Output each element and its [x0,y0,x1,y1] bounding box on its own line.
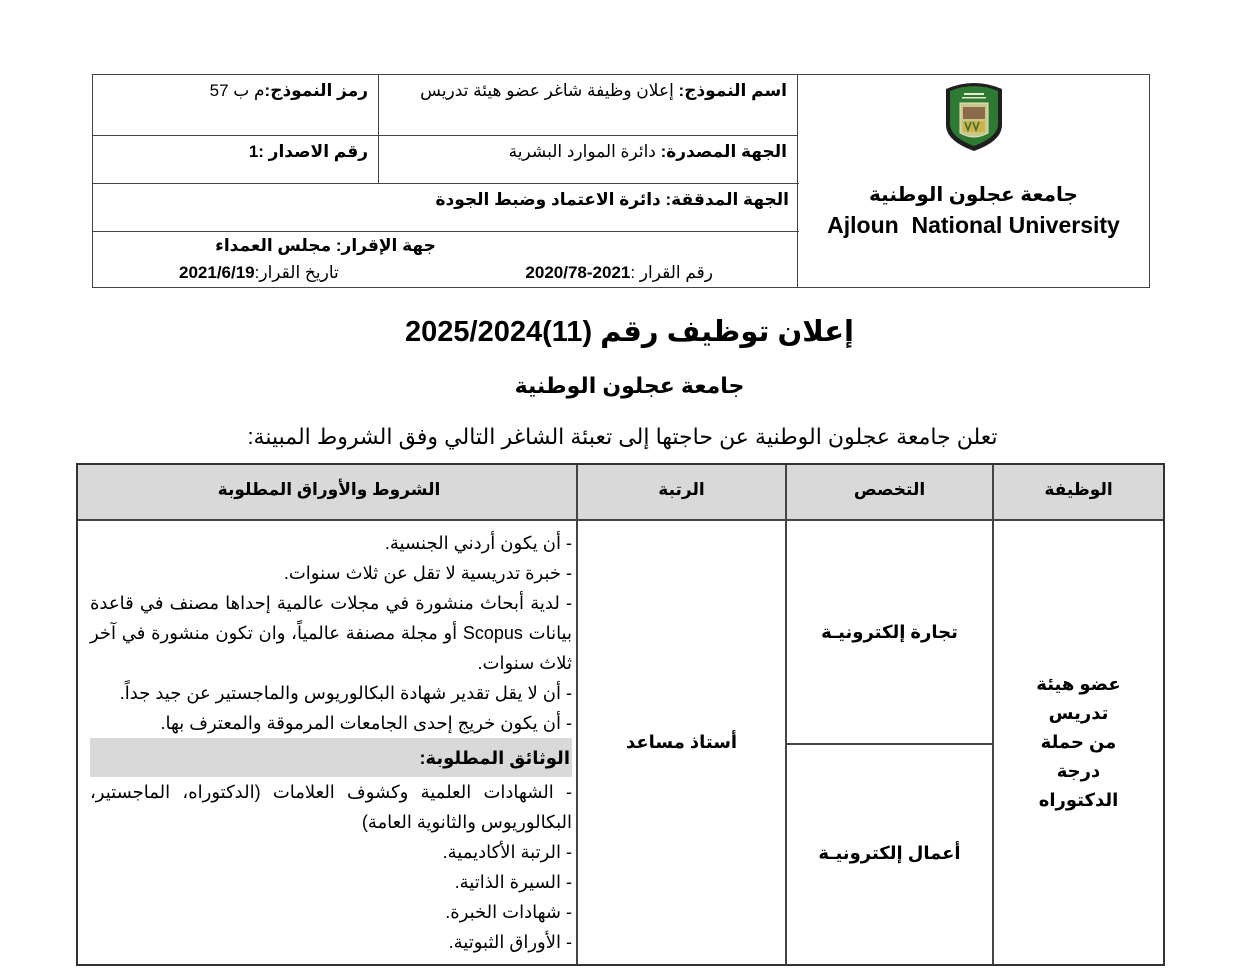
form-name-cell [377,75,797,135]
condition-item: - أن يكون أردني الجنسية. [384,533,572,553]
header-specialization: التخصص [787,465,992,521]
decision-date-label: تاريخ القرار: [254,263,339,282]
issuer-value: دائرة الموارد البشرية [508,142,656,161]
form-name-value: إعلان وظيفة شاغر عضو هيئة تدريس [420,81,674,100]
issuer-cell [377,135,797,183]
decision-number-label: رقم القرار : [630,263,713,282]
conditions-cell [78,521,580,964]
decision-number-line [525,261,713,285]
version-cell [93,135,379,183]
vacancies-table [76,463,1165,966]
specialization-label: أعمال إلكترونيـة [818,843,961,863]
form-code-label: رمز النموذج: [264,81,368,100]
announcement-title: إعلان توظيف رقم (11)2025/2024 [405,316,854,348]
announcement-intro: تعلن جامعة عجلون الوطنية عن حاجتها إلى تعبئة الشاغر التالي وفق الشروط المبينة: [247,424,998,449]
condition-item: - خبرة تدريسية لا تقل عن ثلاث سنوات. [283,563,572,583]
version-label: رقم الاصدار : [258,142,368,161]
condition-item: - أن لا يقل تقدير شهادة البكالوريوس والماجستير عن جيد جداً. [119,683,572,703]
form-name-label: اسم النموذج: [678,81,787,100]
condition-item: - لدية أبحاث منشورة في مجلات عالمية إحداها مصنف في قاعدة بيانات Scopus أو مجلة مصنفة عالمياً، وان تكون منشورة في آخر ثلاث سنوات. [90,593,573,673]
university-crest-icon [942,79,1006,153]
approver-line [93,234,558,258]
job-line: من حملة درجة [1040,732,1117,781]
decision-number-value: 2021-2020/78 [525,263,631,282]
document-item: - الشهادات العلمية وكشوف العلامات (الدكتوراه، الماجستير، البكالوريوس والثانوية العامة) [90,782,572,832]
document-item: - الرتبة الأكاديمية. [442,842,572,862]
specialization-label: تجارة إلكترونيـة [821,621,958,642]
decision-date-line [179,261,339,285]
decision-date-value: 2021/6/19 [179,263,255,282]
job-line: تدريس [1048,703,1109,723]
job-title-cell [994,521,1163,964]
header-conditions: الشروط والأوراق المطلوبة [78,465,580,521]
specialization-cell-ebusiness [787,743,992,964]
form-header-table [92,74,1150,288]
university-identity-cell [797,75,1149,287]
job-line: عضو هيئة [1036,674,1121,694]
auditor-cell [93,183,799,231]
rank-cell [578,521,785,964]
document-item: - شهادات الخبرة. [445,902,572,922]
form-code-value: م ب 57 [209,81,265,100]
document-item: - السيرة الذاتية. [454,872,572,892]
university-subtitle: جامعة عجلون الوطنية [514,373,745,398]
university-name-arabic: جامعة عجلون الوطنية [869,184,1078,206]
form-code-cell [93,75,379,135]
issuer-label: الجهة المصدرة: [660,142,787,161]
auditor-label: الجهة المدققة: [665,190,789,209]
approval-cell [93,231,799,289]
condition-item: - أن يكون خريج إحدى الجامعات المرموقة والمعترف بها. [160,713,572,733]
approver-value: مجلس العمداء [215,236,332,255]
version-value: 1 [248,142,259,161]
header-rank: الرتبة [578,465,785,521]
auditor-value: دائرة الاعتماد وضبط الجودة [435,190,661,209]
specialization-cell-ecommerce [787,521,992,745]
approver-label: جهة الإقرار: [335,236,436,255]
header-job: الوظيفة [994,465,1163,521]
documents-heading: الوثائق المطلوبة: [90,738,572,777]
rank-label: أستاذ مساعد [625,732,738,752]
university-name-english: Ajloun National University [827,212,1120,238]
job-line: الدكتوراه [1038,790,1119,810]
document-item: - الأوراق الثبوتية. [448,932,572,952]
